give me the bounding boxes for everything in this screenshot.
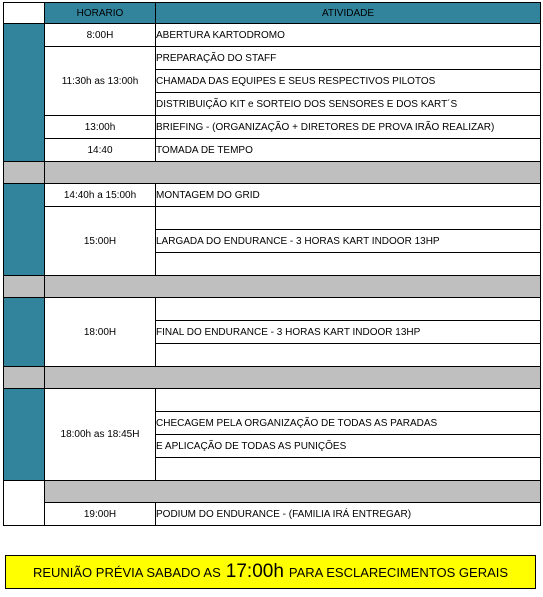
table-row: [4, 116, 541, 139]
header-horario: HORARIO: [45, 3, 156, 24]
table-row: [4, 503, 541, 526]
separator-row: [4, 162, 541, 184]
activity-cell: MONTAGEM DO GRID: [156, 184, 541, 207]
activity-cell: TOMADA DE TEMPO: [156, 139, 541, 162]
time-cell: 13:00h: [45, 116, 156, 139]
time-cell: 18:00H: [45, 298, 156, 367]
table-row: [4, 47, 541, 70]
separator-row: [4, 276, 541, 298]
side-marker: [4, 389, 45, 481]
banner-text-before: REUNIÃO PRÉVIA SABADO AS: [32, 564, 221, 580]
table-header-row: [4, 3, 541, 24]
banner-text-after: PARA ESCLARECIMENTOS GERAIS: [288, 564, 509, 580]
activity-cell: BRIEFING - (ORGANIZAÇÃO + DIRETORES DE PROVA IRÃO REALIZAR): [156, 116, 541, 139]
activity-cell: E APLICAÇÃO DE TODAS AS PUNIÇÕES: [156, 435, 541, 458]
activity-cell: FINAL DO ENDURANCE - 3 HORAS KART INDOOR 13HP: [156, 321, 541, 344]
header-atividade: ATIVIDADE: [156, 3, 541, 24]
table-row: [4, 298, 541, 321]
activity-cell: ABERTURA KARTODROMO: [156, 24, 541, 47]
time-cell: 18:00h as 18:45H: [45, 389, 156, 481]
header-corner: [4, 3, 45, 24]
side-marker: [4, 24, 45, 162]
schedule-table: [3, 2, 541, 526]
activity-cell: CHECAGEM PELA ORGANIZAÇÃO DE TODAS AS PARADAS: [156, 412, 541, 435]
time-cell: 11:30h as 13:00h: [45, 47, 156, 116]
side-marker: [4, 184, 45, 276]
activity-cell: LARGADA DO ENDURANCE - 3 HORAS KART INDOOR 13HP: [156, 230, 541, 253]
table-row: [4, 24, 541, 47]
activity-cell: DISTRIBUIÇÃO KIT e SORTEIO DOS SENSORES E DOS KART´S: [156, 93, 541, 116]
table-row: [4, 184, 541, 207]
activity-cell: CHAMADA DAS EQUIPES E SEUS RESPECTIVOS PILOTOS: [156, 70, 541, 93]
activity-cell: PODIUM DO ENDURANCE - (FAMILIA IRÁ ENTREGAR): [156, 503, 541, 526]
table-row: [4, 389, 541, 412]
separator-row: [4, 481, 541, 503]
time-cell: 14:40h a 15:00h: [45, 184, 156, 207]
banner-time: 17:00h: [225, 561, 284, 582]
time-cell: 14:40: [45, 139, 156, 162]
separator-row: [4, 367, 541, 389]
table-row: [4, 207, 541, 230]
table-row: [4, 139, 541, 162]
time-cell: 15:00H: [45, 207, 156, 276]
meeting-banner: [5, 555, 536, 589]
time-cell: 19:00H: [45, 503, 156, 526]
side-marker: [4, 481, 45, 526]
side-marker: [4, 298, 45, 367]
time-cell: 8:00H: [45, 24, 156, 47]
activity-cell: PREPARAÇÃO DO STAFF: [156, 47, 541, 70]
